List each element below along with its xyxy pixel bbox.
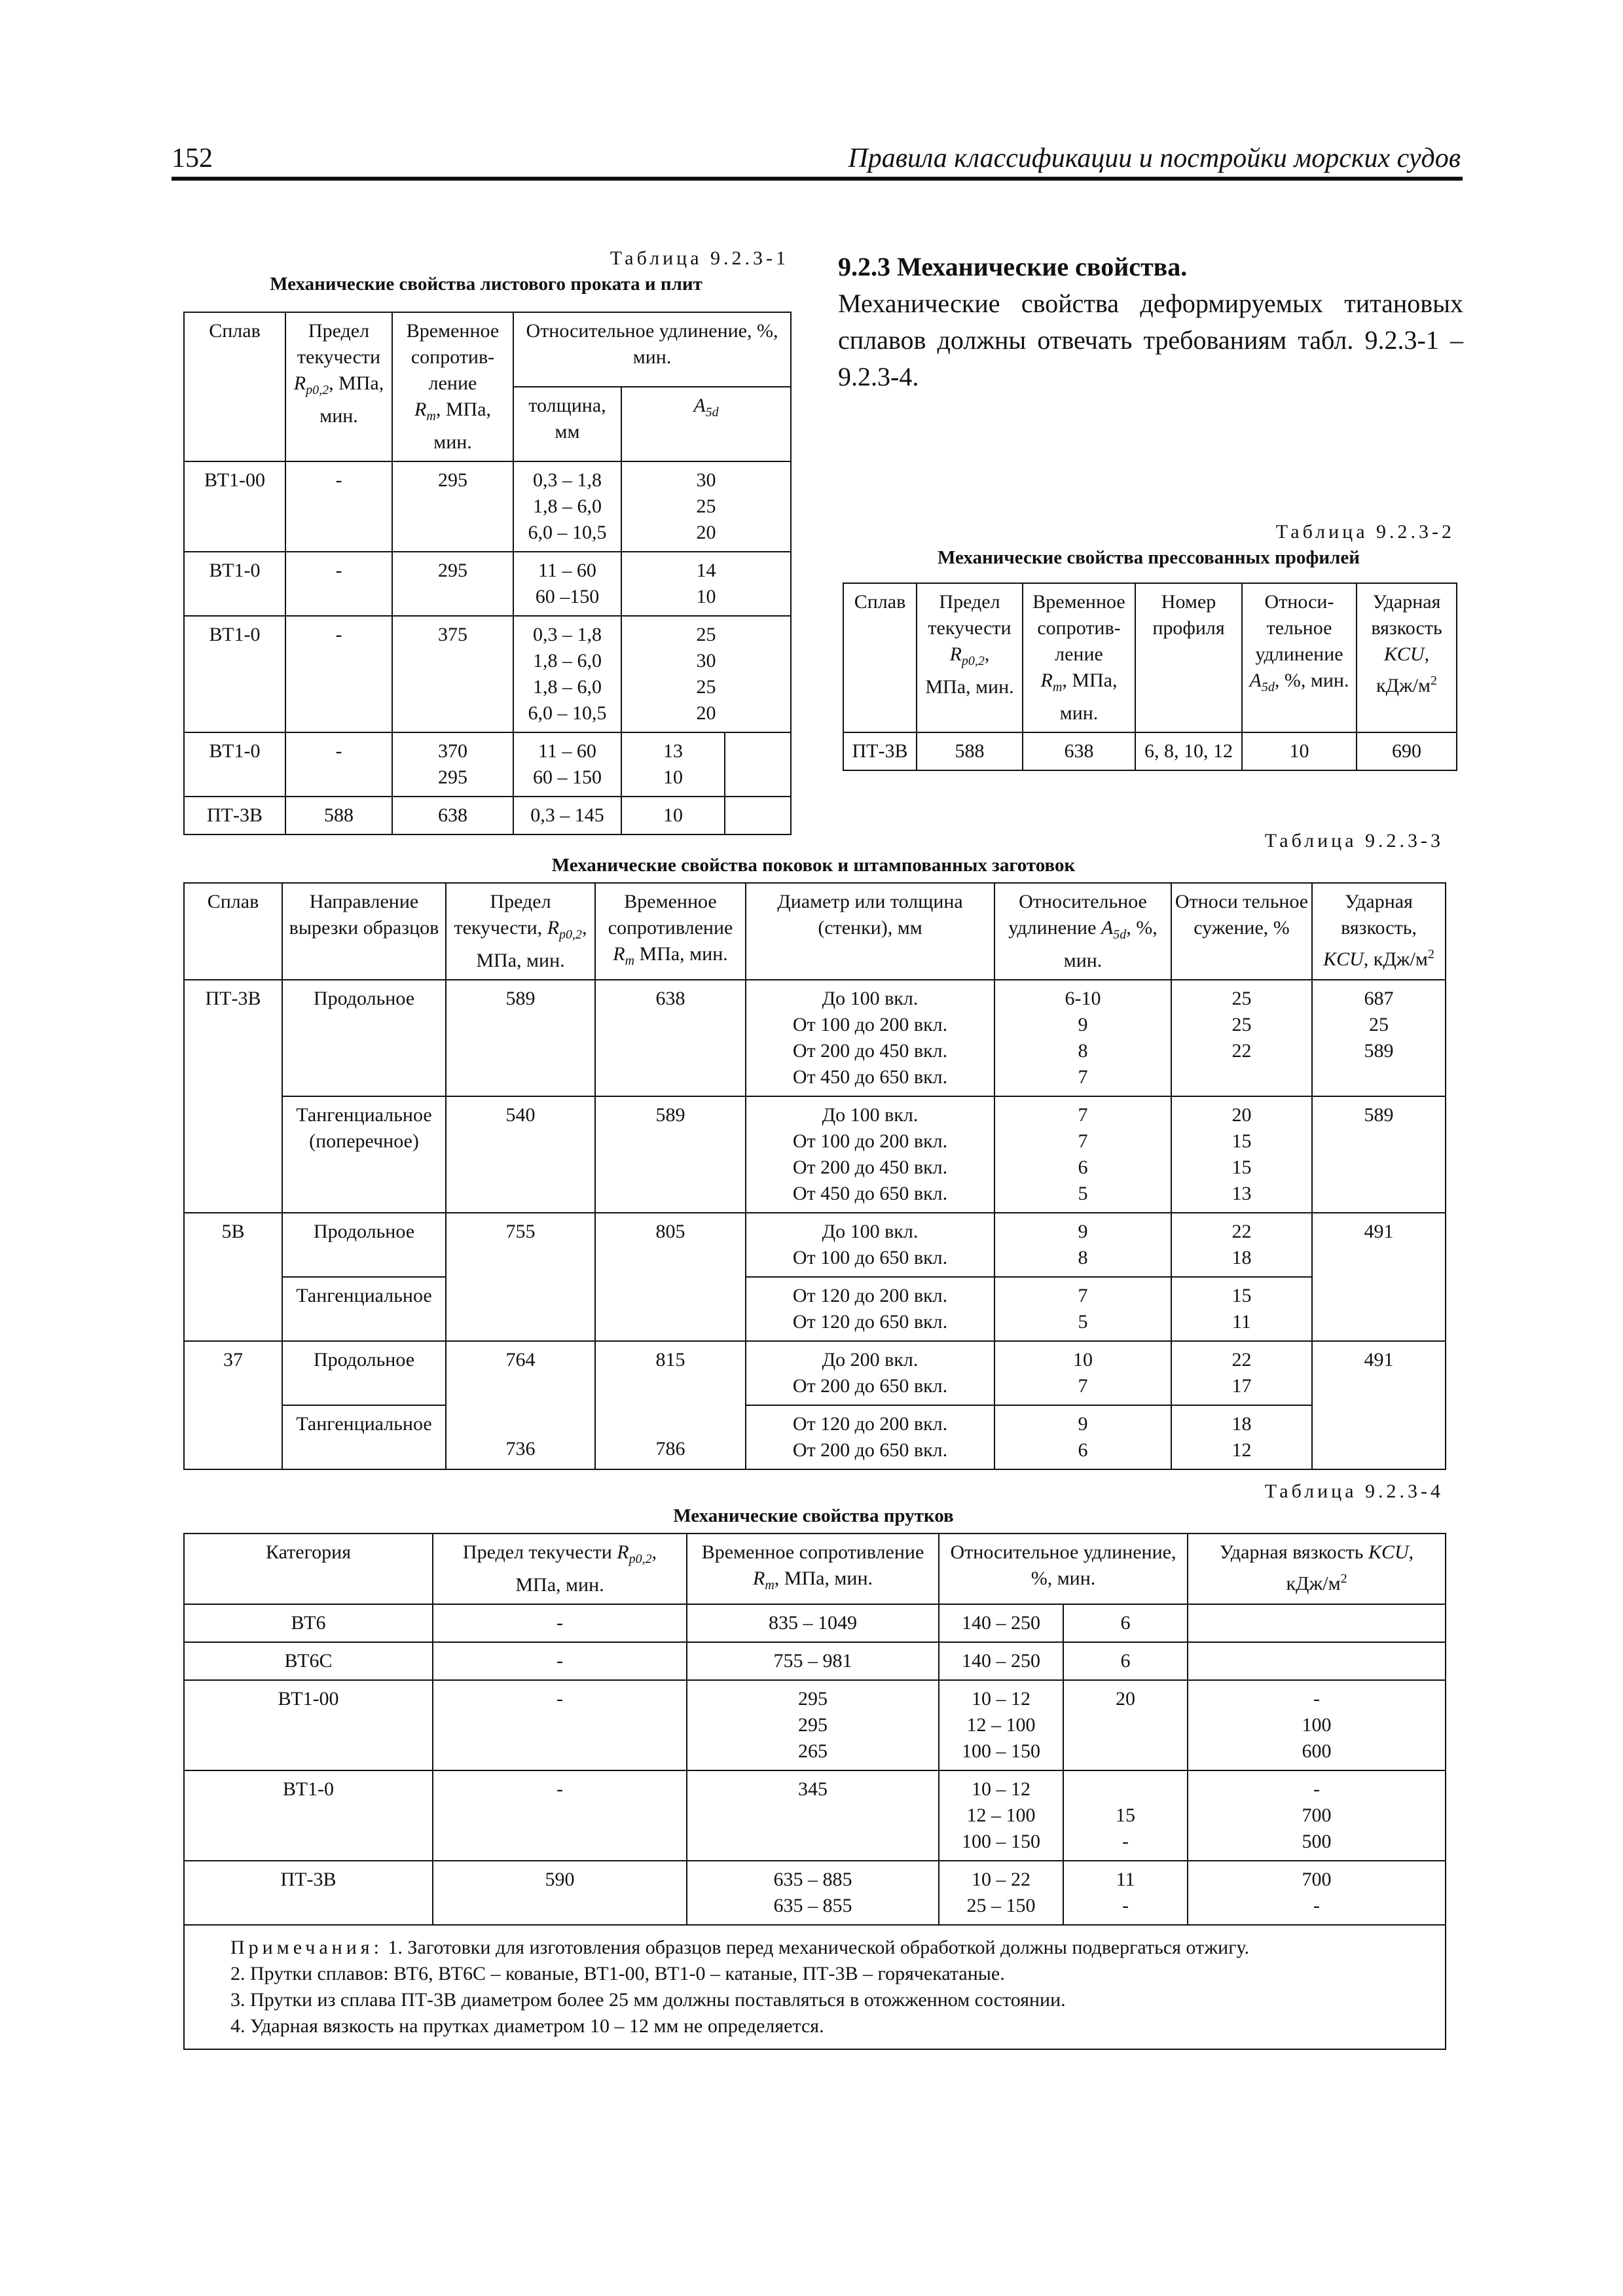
diameter-cell: От 120 до 200 вкл. От 200 до 650 вкл. (746, 1405, 994, 1469)
table3-h-diameter: Диаметр или толщина (стенки), мм (746, 883, 994, 980)
reduction-cell: 20 15 15 13 (1171, 1096, 1312, 1213)
impact-cell: - 700 500 (1188, 1770, 1446, 1861)
table1-label: Таблица 9.2.3-1 (610, 247, 789, 269)
reduction-cell: 18 12 (1171, 1405, 1312, 1469)
table-row (184, 616, 791, 732)
diameter-cell: 10 – 12 12 – 100 100 – 150 (939, 1680, 1063, 1770)
tensile-cell: 345 (687, 1770, 939, 1861)
alloy-cell: ПТ-3В (184, 980, 282, 1213)
elong-cell: 13 10 (621, 732, 725, 797)
reduction-cell: 15 11 (1171, 1277, 1312, 1341)
note-1: Примечания: 1. Заготовки для изготовления образцов перед механической обработкой должны подвергаться отжигу. (230, 1937, 1250, 1958)
tensile-cell: 295 295 265 (687, 1680, 939, 1770)
thickness-cell: 0,3 – 1,8 1,8 – 6,0 6,0 – 10,5 (513, 461, 621, 552)
category-cell: ВТ1-0 (184, 1770, 433, 1861)
table-row (184, 1277, 1446, 1341)
profile-cell: 6, 8, 10, 12 (1135, 732, 1242, 770)
table1-h-tensile: Временное сопротив-ление $R_m$, МПа, мин. (392, 312, 513, 461)
table3-label: Таблица 9.2.3-3 (1264, 830, 1444, 852)
table2-h-impact: Ударная вязкость KCU, кДж/$м^2$ (1357, 583, 1457, 732)
alloy-cell: ВТ1-0 (184, 732, 285, 797)
table1-h-alloy: Сплав (184, 312, 285, 461)
tensile-cell: 638 (595, 980, 746, 1096)
table1 (183, 312, 792, 835)
elong-cell: 7 7 6 5 (994, 1096, 1171, 1213)
table1-h-a5d: $A_{5d}$ (621, 387, 791, 461)
note-4: 4. Ударная вязкость на прутках диаметром 10 – 12 мм не определяется. (230, 2015, 824, 2037)
table3-h-impact: Ударная вязкость, KCU, кДж/$м^2$ (1312, 883, 1446, 980)
tensile-cell: 370 295 (392, 732, 513, 797)
table4-h-yield: Предел текучести $R_{p0,2}$, МПа, мин. (433, 1534, 687, 1604)
yield-cell: - (285, 552, 392, 616)
category-cell: ПТ-3В (184, 1861, 433, 1925)
impact-cell: 589 (1312, 1096, 1446, 1213)
tensile-cell: 638 (392, 797, 513, 834)
category-cell: ВТ1-00 (184, 1680, 433, 1770)
impact-cell: 687 25 589 (1312, 980, 1446, 1096)
alloy-cell: ВТ1-0 (184, 552, 285, 616)
section-text (838, 249, 1463, 395)
table1-h-thickness: толщина, мм (513, 387, 621, 461)
diameter-cell: До 100 вкл. От 100 до 200 вкл. От 200 до 450 вкл. От 450 до 650 вкл. (746, 1096, 994, 1213)
yield-cell: - (433, 1680, 687, 1770)
tensile-cell: 755 – 981 (687, 1642, 939, 1680)
diameter-cell: 10 – 12 12 – 100 100 – 150 (939, 1770, 1063, 1861)
table-row (184, 1096, 1446, 1213)
diameter-cell: От 120 до 200 вкл. От 120 до 650 вкл. (746, 1277, 994, 1341)
thickness-cell: 11 – 60 60 –150 (513, 552, 621, 616)
impact-cell: - 100 600 (1188, 1680, 1446, 1770)
table2-caption: Механические свойства прессованных профилей (938, 547, 1360, 568)
elong-cell: 15 - (1063, 1770, 1188, 1861)
section-paragraph: Механические свойства деформируемых титановых сплавов должны отвечать требованиям табл. 9.2.3-1 – 9.2.3-4. (838, 289, 1463, 391)
elong-cell: 7 5 (994, 1277, 1171, 1341)
elong-cell: 30 25 20 (621, 461, 791, 552)
table3-h-tensile: Временное сопротивление $R_m$ МПа, мин. (595, 883, 746, 980)
impact-cell (1188, 1642, 1446, 1680)
table1-h-yield: Предел текучести $R_{p0,2}$, МПа, мин. (285, 312, 392, 461)
elong-cell: 10 (1242, 732, 1357, 770)
table2-h-alloy: Сплав (843, 583, 917, 732)
running-title: Правила классификации и постройки морских судов (848, 143, 1461, 173)
table4-caption: Механические свойства прутков (673, 1505, 954, 1526)
diameter-cell: До 200 вкл. От 200 до 650 вкл. (746, 1341, 994, 1405)
alloy-cell: ВТ1-0 (184, 616, 285, 732)
section-heading: 9.2.3 Механические свойства. (838, 252, 1188, 281)
table-row (184, 1604, 1446, 1642)
elong-cell: 9 8 (994, 1213, 1171, 1277)
table-row (184, 1861, 1446, 1925)
table-row (184, 980, 1446, 1096)
table3-h-alloy: Сплав (184, 883, 282, 980)
table2-header-row (843, 583, 1457, 732)
table4-h-tensile: Временное сопротивление $R_m$, МПа, мин. (687, 1534, 939, 1604)
yield-cell: 590 (433, 1861, 687, 1925)
table4-h-elong: Относительное удлинение, %, мин. (939, 1534, 1188, 1604)
table2-h-tensile: Временное сопротив-ление $R_m$, МПа, мин. (1023, 583, 1135, 732)
elong-cell: 14 10 (621, 552, 791, 616)
table1-h-elong: Относительное удлинение, %, мин. (513, 312, 791, 387)
note-3: 3. Прутки из сплава ПТ-3В диаметром более 25 мм должны поставляться в отожженном состоянии. (230, 1989, 1066, 2011)
thickness-cell: 0,3 – 1,8 1,8 – 6,0 1,8 – 6,0 6,0 – 10,5 (513, 616, 621, 732)
yield-cell: 588 (917, 732, 1023, 770)
tensile-cell: 295 (392, 552, 513, 616)
tensile-cell: 375 (392, 616, 513, 732)
direction-cell: Продольное (282, 980, 446, 1096)
table1-caption: Механические свойства листового проката и плит (270, 274, 702, 295)
impact-cell: 690 (1357, 732, 1457, 770)
table-row (843, 732, 1457, 770)
reduction-cell: 22 17 (1171, 1341, 1312, 1405)
yield-cell: 588 (285, 797, 392, 834)
table4-header-row (184, 1534, 1446, 1604)
yield-cell: 755 (446, 1213, 595, 1341)
elong-cell: 6-10 9 8 7 (994, 980, 1171, 1096)
elong-cell: 6 (1063, 1604, 1188, 1642)
elong-cell: 11 - (1063, 1861, 1188, 1925)
impact-cell (1188, 1604, 1446, 1642)
empty-cell (725, 732, 791, 797)
alloy-cell: 5В (184, 1213, 282, 1341)
yield-cell: - (285, 616, 392, 732)
tensile-cell: 589 (595, 1096, 746, 1213)
yield-cell: - (433, 1604, 687, 1642)
diameter-cell: 140 – 250 (939, 1642, 1063, 1680)
tensile-cell: 638 (1023, 732, 1135, 770)
diameter-cell: 10 – 22 25 – 150 (939, 1861, 1063, 1925)
yield-cell: 540 (446, 1096, 595, 1213)
table2 (843, 583, 1457, 771)
direction-cell: Тангенциальное (282, 1277, 446, 1341)
alloy-cell: ПТ-3В (184, 797, 285, 834)
table-row (184, 1680, 1446, 1770)
reduction-cell: 25 25 22 (1171, 980, 1312, 1096)
table4-h-impact: Ударная вязкость KCU, кДж/$м^2$ (1188, 1534, 1446, 1604)
reduction-cell: 22 18 (1171, 1213, 1312, 1277)
header-rule (172, 177, 1463, 181)
elong-cell: 20 (1063, 1680, 1188, 1770)
tensile-cell: 635 – 885 635 – 855 (687, 1861, 939, 1925)
table-row (184, 797, 791, 834)
note-2: 2. Прутки сплавов: ВТ6, ВТ6С – кованые, ВТ1-00, ВТ1-0 – катаные, ПТ-3В – горячекатаные. (230, 1963, 1005, 1984)
table3-h-reduction: Относи тельное сужение, % (1171, 883, 1312, 980)
direction-cell: Продольное (282, 1341, 446, 1405)
table3-h-direction: Направление вырезки образцов (282, 883, 446, 980)
tensile-cell: 805 (595, 1213, 746, 1341)
table3 (183, 882, 1446, 1470)
table2-h-yield: Предел текучести $R_{p0,2}$, МПа, мин. (917, 583, 1023, 732)
table3-h-yield: Предел текучести, $R_{p0,2}$, МПа, мин. (446, 883, 595, 980)
yield-cell: - (285, 732, 392, 797)
table-row (184, 1642, 1446, 1680)
yield-cell: - (433, 1642, 687, 1680)
table2-h-elong: Относи-тельное удлинение $A_{5d}$, %, мин. (1242, 583, 1357, 732)
table-row (184, 461, 791, 552)
thickness-cell: 0,3 – 145 (513, 797, 621, 834)
table4-h-category: Категория (184, 1534, 433, 1604)
table4 (183, 1533, 1446, 2050)
table3-header-row (184, 883, 1446, 980)
direction-cell: Тангенциальное (поперечное) (282, 1096, 446, 1213)
elong-cell: 10 7 (994, 1341, 1171, 1405)
diameter-cell: До 100 вкл. От 100 до 200 вкл. От 200 до 450 вкл. От 450 до 650 вкл. (746, 980, 994, 1096)
table-row (184, 732, 791, 797)
yield-cell: - (285, 461, 392, 552)
yield-cell: 589 (446, 980, 595, 1096)
tensile-cell: 815 786 (595, 1341, 746, 1469)
elong-cell: 6 (1063, 1642, 1188, 1680)
category-cell: ВТ6 (184, 1604, 433, 1642)
table4-label: Таблица 9.2.3-4 (1264, 1480, 1444, 1502)
table-row (184, 1770, 1446, 1861)
table-row (184, 1341, 1446, 1405)
thickness-cell: 11 – 60 60 – 150 (513, 732, 621, 797)
impact-cell: 491 (1312, 1213, 1446, 1341)
table2-label: Таблица 9.2.3-2 (1275, 521, 1455, 543)
table1-header-row (184, 312, 791, 387)
table-row (184, 552, 791, 616)
diameter-cell: 140 – 250 (939, 1604, 1063, 1642)
elong-cell: 9 6 (994, 1405, 1171, 1469)
yield-cell: - (433, 1770, 687, 1861)
table3-caption: Механические свойства поковок и штампованных заготовок (551, 855, 1076, 876)
alloy-cell: ПТ-3В (843, 732, 917, 770)
table3-h-elong: Относительное удлинение $A_{5d}$, %, мин. (994, 883, 1171, 980)
table-row (184, 1213, 1446, 1277)
category-cell: ВТ6С (184, 1642, 433, 1680)
page-number: 152 (172, 143, 213, 173)
impact-cell: 700 - (1188, 1861, 1446, 1925)
empty-cell (725, 797, 791, 834)
diameter-cell: До 100 вкл. От 100 до 650 вкл. (746, 1213, 994, 1277)
tensile-cell: 295 (392, 461, 513, 552)
table2-h-profile: Номер профиля (1135, 583, 1242, 732)
tensile-cell: 835 – 1049 (687, 1604, 939, 1642)
direction-cell: Продольное (282, 1213, 446, 1277)
elong-cell: 10 (621, 797, 725, 834)
direction-cell: Тангенциальное (282, 1405, 446, 1469)
notes-row (184, 1925, 1446, 2049)
yield-cell: 764 736 (446, 1341, 595, 1469)
table4-notes (184, 1925, 1446, 2049)
elong-cell: 25 30 25 20 (621, 616, 791, 732)
alloy-cell: ВТ1-00 (184, 461, 285, 552)
table-row (184, 1405, 1446, 1469)
impact-cell: 491 (1312, 1341, 1446, 1469)
alloy-cell: 37 (184, 1341, 282, 1469)
